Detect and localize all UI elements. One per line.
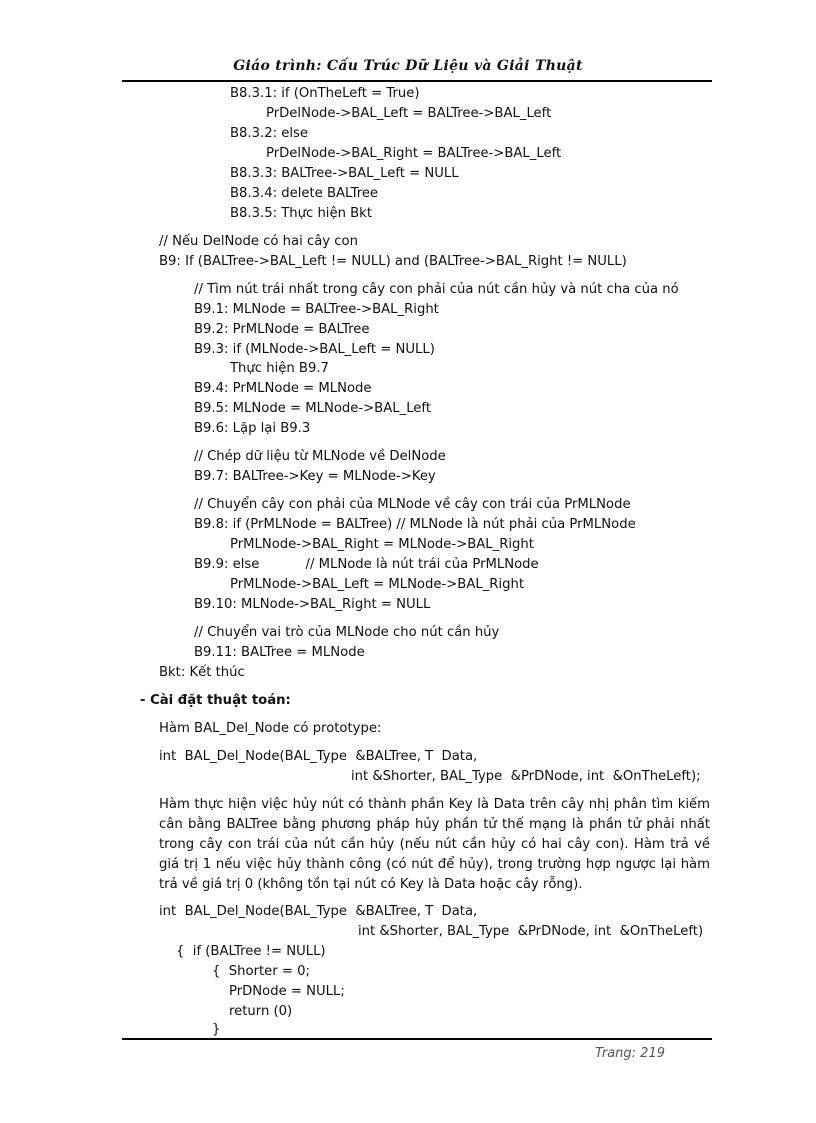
code-line: Thực hiện B9.7 — [230, 361, 329, 376]
code-line: Bkt: Kết thúc — [159, 665, 245, 680]
code-line: return (0) — [229, 1004, 293, 1019]
comment-line: // Tìm nút trái nhất trong cây con phải của nút cần hủy và nút cha của nó — [194, 282, 679, 297]
comment-line: // Chép dữ liệu từ MLNode về DelNode — [194, 449, 446, 464]
running-header: Giáo trình: Cấu Trúc Dữ Liệu và Giải Thuật — [233, 58, 583, 74]
code-line: { Shorter = 0; — [212, 964, 310, 979]
page-number: Trang: 219 — [594, 1046, 665, 1061]
comment-line: // Chuyển cây con phải của MLNode về cây con trái của PrMLNode — [194, 497, 631, 512]
code-line: B8.3.5: Thực hiện Bkt — [230, 206, 372, 221]
code-line: B9: If (BALTree->BAL_Left != NULL) and (BALTree->BAL_Right != NULL) — [159, 254, 627, 269]
code-line: } — [212, 1022, 221, 1037]
code-line: B8.3.3: BALTree->BAL_Left = NULL — [230, 166, 459, 181]
code-line: B9.6: Lặp lại B9.3 — [194, 421, 311, 436]
header-rule — [122, 80, 712, 82]
code-line: B9.9: else // MLNode là nút trái của PrMLNode — [194, 557, 539, 572]
code-line: B9.11: BALTree = MLNode — [194, 645, 365, 660]
comment-line: // Nếu DelNode có hai cây con — [159, 234, 358, 249]
text-line: Hàm BAL_Del_Node có prototype: — [159, 721, 382, 736]
code-line: B9.2: PrMLNode = BALTree — [194, 322, 370, 337]
code-line: PrDNode = NULL; — [229, 984, 345, 999]
code-line: B9.10: MLNode->BAL_Right = NULL — [194, 597, 431, 612]
code-line: int &Shorter, BAL_Type &PrDNode, int &OnTheLeft) — [358, 924, 704, 939]
description-paragraph: Hàm thực hiện việc hủy nút có thành phần Key là Data trên cây nhị phân tìm kiếm cân bằng BALTree bằng phương pháp hủy phần tử thế mạng là phần tử phải nhất trong cây con trái của nút cần hủy (nếu nút cần hủy có hai cây con). Hàm trả về giá trị 1 nếu việc hủy thành công (có nút để hủy), trong trường hợp ngược lại hàm trả về giá trị 0 (không tồn tại nút có Key là Data hoặc cây rỗng). — [159, 797, 710, 892]
code-line: B9.7: BALTree->Key = MLNode->Key — [194, 469, 436, 484]
code-line: int BAL_Del_Node(BAL_Type &BALTree, T Data, — [159, 904, 478, 919]
code-line: B9.8: if (PrMLNode = BALTree) // MLNode là nút phải của PrMLNode — [194, 517, 636, 532]
footer-rule — [122, 1038, 712, 1040]
prototype-line: int BAL_Del_Node(BAL_Type &BALTree, T Data, — [159, 749, 478, 764]
code-line: B9.1: MLNode = BALTree->BAL_Right — [194, 302, 439, 317]
code-line: PrDelNode->BAL_Right = BALTree->BAL_Left — [266, 146, 562, 161]
code-line: B8.3.1: if (OnTheLeft = True) — [230, 86, 420, 101]
code-line: B9.4: PrMLNode = MLNode — [194, 381, 372, 396]
code-line: PrMLNode->BAL_Right = MLNode->BAL_Right — [230, 537, 534, 552]
code-line: { if (BALTree != NULL) — [176, 944, 326, 959]
code-line: B9.3: if (MLNode->BAL_Left = NULL) — [194, 342, 435, 357]
prototype-line: int &Shorter, BAL_Type &PrDNode, int &OnTheLeft); — [351, 769, 701, 784]
section-heading: - Cài đặt thuật toán: — [140, 693, 291, 708]
code-line: PrMLNode->BAL_Left = MLNode->BAL_Right — [230, 577, 525, 592]
code-line: B8.3.2: else — [230, 126, 308, 141]
code-line: B9.5: MLNode = MLNode->BAL_Left — [194, 401, 432, 416]
code-line: PrDelNode->BAL_Left = BALTree->BAL_Left — [266, 106, 552, 121]
code-line: B8.3.4: delete BALTree — [230, 186, 379, 201]
comment-line: // Chuyển vai trò của MLNode cho nút cần hủy — [194, 625, 500, 640]
